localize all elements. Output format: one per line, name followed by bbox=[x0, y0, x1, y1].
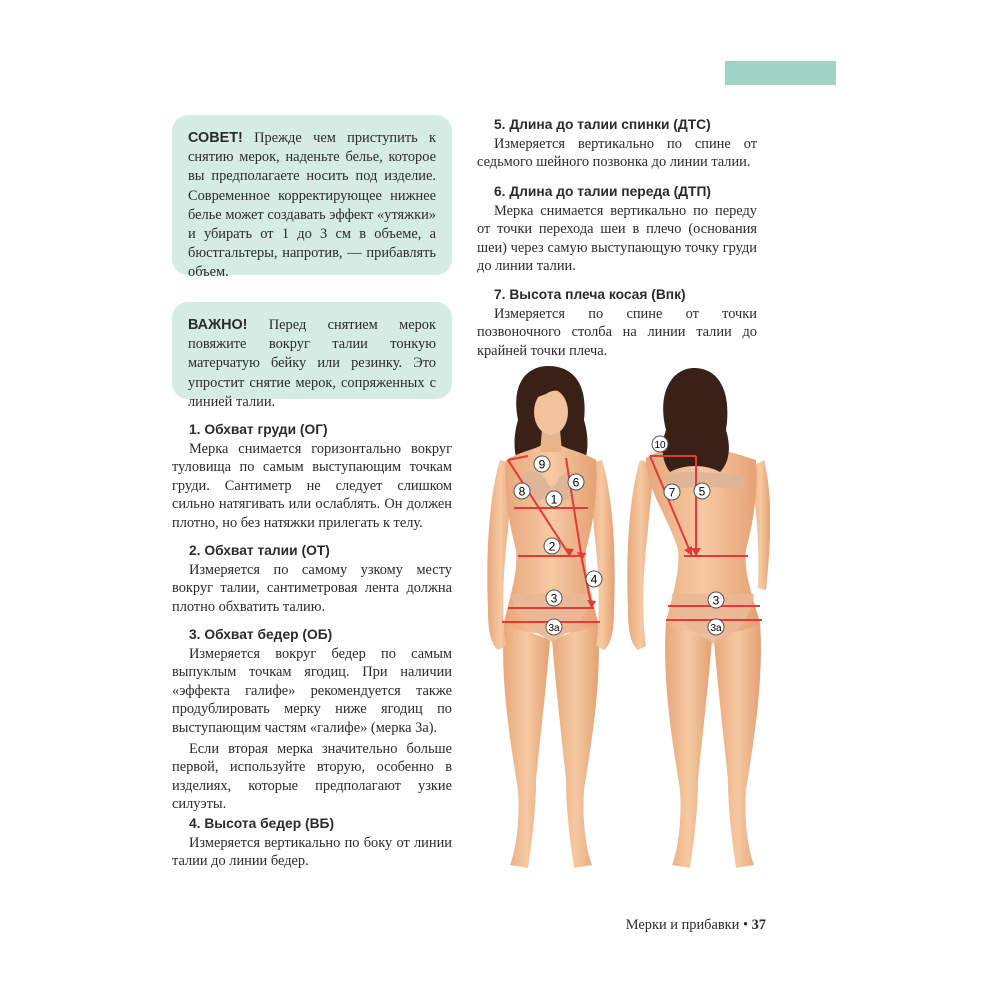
front-marker-2 bbox=[544, 538, 560, 554]
tip-lead: ВАЖНО! bbox=[188, 317, 248, 333]
section-hip-height bbox=[172, 815, 452, 871]
section-title: 3. Обхват бедер (ОБ) bbox=[189, 627, 333, 642]
back-marker-10 bbox=[652, 436, 668, 452]
back-figure bbox=[627, 368, 770, 868]
tip-text: Прежде чем приступить к снятию мерок, наденьте белье, которое вы предполагаете носить под изделие. Современное корректирующее нижнее белье может создавать эффект «утяжки» и убирать от 1 до 3 см в объеме, а бюстгальтеры, напротив, — прибавлять объем. bbox=[188, 130, 436, 281]
tip-box-vazhno bbox=[172, 302, 452, 410]
front-marker-9 bbox=[534, 456, 550, 472]
svg-text:4: 4 bbox=[590, 572, 598, 587]
svg-text:7: 7 bbox=[668, 485, 676, 500]
front-marker-3 bbox=[546, 590, 562, 606]
svg-text:10: 10 bbox=[654, 440, 666, 451]
back-marker-5 bbox=[694, 483, 710, 499]
section-bust-girth bbox=[172, 421, 452, 533]
tip-box-sovet bbox=[172, 115, 452, 281]
section-paragraph: Измеряется вертикально по боку от линии талии до линии бедер. bbox=[172, 834, 452, 870]
svg-text:3: 3 bbox=[550, 591, 558, 606]
section-title: 6. Длина до талии переда (ДТП) bbox=[494, 184, 711, 199]
page-number: 37 bbox=[751, 917, 766, 933]
svg-text:8: 8 bbox=[518, 484, 526, 499]
chapter-color-tab bbox=[725, 61, 836, 85]
svg-text:6: 6 bbox=[572, 475, 580, 490]
front-marker-8 bbox=[514, 483, 530, 499]
section-shoulder-slope-height bbox=[477, 286, 757, 360]
back-marker-7 bbox=[664, 484, 680, 500]
running-title: Мерки и прибавки bbox=[625, 917, 740, 933]
section-title: 4. Высота бедер (ВБ) bbox=[189, 816, 335, 831]
svg-text:1: 1 bbox=[550, 492, 558, 507]
section-waist-girth bbox=[172, 542, 452, 616]
section-hip-girth bbox=[172, 626, 452, 814]
section-paragraph: Измеряется по спине от точки позвоночного столба на линии талии до крайней точки плеча. bbox=[477, 305, 757, 359]
page-footer bbox=[560, 916, 766, 934]
footer-separator: • bbox=[739, 917, 752, 933]
front-marker-1 bbox=[546, 491, 562, 507]
back-marker-3 bbox=[708, 592, 724, 608]
tip-text: Перед снятием мерок повяжите вокруг талии тонкую матерчатую бейку или резинку. Это упростит снятие мерок, сопряженных с линией талии. bbox=[188, 317, 436, 410]
back-right-leg bbox=[714, 622, 761, 868]
body-measurement-illustration bbox=[470, 360, 770, 890]
section-title: 2. Обхват талии (ОТ) bbox=[189, 543, 330, 558]
section-title: 1. Обхват груди (ОГ) bbox=[189, 422, 328, 437]
section-title: 7. Высота плеча косая (Впк) bbox=[494, 287, 686, 302]
front-marker-3a bbox=[546, 619, 562, 635]
section-paragraph: Измеряется вертикально по спине от седьмого шейного позвонка до линии талии. bbox=[477, 135, 757, 171]
section-paragraph: Измеряется по самому узкому месту вокруг талии, сантиметровая лента должна плотно обхватить талию. bbox=[172, 561, 452, 615]
back-marker-3a bbox=[708, 619, 724, 635]
section-paragraph: Измеряется вокруг бедер по самым выпуклым точкам ягодиц. При наличии «эффекта галифе» рекомендуется также продублировать мерку ниже ягодиц по выступающим частям «галифе» (мерка 3а). bbox=[172, 645, 452, 736]
svg-text:3: 3 bbox=[712, 593, 720, 608]
section-paragraph: Мерка снимается вертикально по переду от точки перехода шеи в плечо (основания шеи) через самую выступающую точку груди до линии талии. bbox=[477, 202, 757, 275]
svg-text:9: 9 bbox=[538, 457, 546, 472]
front-figure bbox=[487, 366, 614, 868]
section-back-waist-length bbox=[477, 116, 757, 172]
svg-text:3а: 3а bbox=[548, 623, 560, 634]
svg-text:5: 5 bbox=[698, 484, 706, 499]
back-left-arm bbox=[627, 460, 654, 650]
tip-lead: СОВЕТ! bbox=[188, 130, 243, 146]
front-marker-4 bbox=[586, 571, 602, 587]
svg-text:3а: 3а bbox=[710, 623, 722, 634]
section-title: 5. Длина до талии спинки (ДТС) bbox=[494, 117, 711, 132]
front-right-leg bbox=[552, 622, 599, 868]
svg-text:2: 2 bbox=[548, 539, 556, 554]
front-left-leg bbox=[503, 622, 550, 868]
section-paragraph: Мерка снимается горизонтально вокруг туловища по самым выступающим точкам груди. Сантиметр не следует слишком сильно натягивать или ослаблять. Он должен плотно, но без натяжки прилегать к телу. bbox=[172, 440, 452, 531]
front-marker-6 bbox=[568, 474, 584, 490]
section-paragraph: Если вторая мерка значительно больше первой, используйте вторую, особенно в изделиях, которые предполагают узкие силуэты. bbox=[172, 740, 452, 813]
section-front-waist-length bbox=[477, 183, 757, 276]
back-left-leg bbox=[665, 622, 712, 868]
